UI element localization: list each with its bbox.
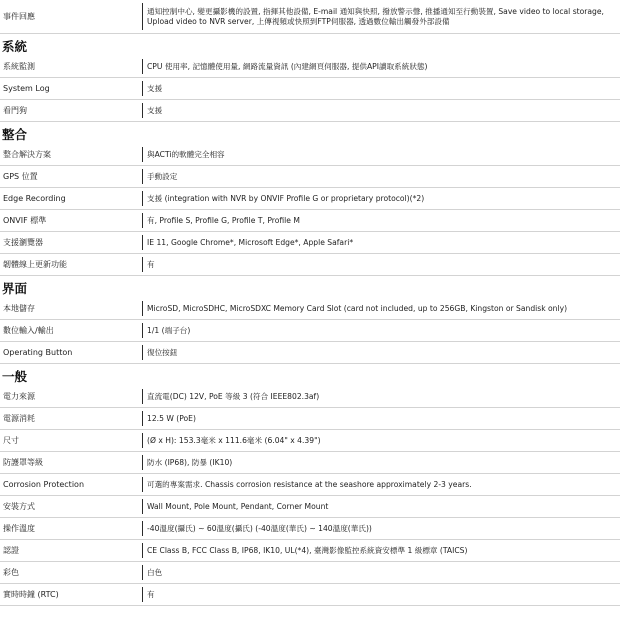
spec-label: 實時時鐘 (RTC) [3, 590, 59, 599]
spec-label: GPS 位置 [3, 172, 38, 181]
spec-value: 防水 (IP68), 防暴 (IK10) [147, 457, 233, 467]
spec-row [0, 386, 620, 408]
section-heading: 系統 [2, 39, 28, 54]
spec-value: 支援 [147, 105, 163, 115]
spec-value: (Ø x H): 153.3毫米 x 111.6毫米 (6.04" x 4.39") [147, 435, 321, 445]
spec-value: 復位按鈕 [147, 347, 178, 357]
spec-label: Edge Recording [3, 194, 66, 203]
spec-row [0, 0, 620, 34]
section-heading: 整合 [2, 127, 28, 142]
spec-row [0, 540, 620, 562]
section-heading: 一般 [2, 369, 28, 384]
spec-row [0, 474, 620, 496]
spec-label: 整合解決方案 [3, 150, 51, 159]
spec-row [0, 342, 620, 364]
spec-value: IE 11, Google Chrome*, Microsoft Edge*, Apple Safari* [147, 237, 354, 247]
spec-row [0, 78, 620, 100]
spec-row [0, 518, 620, 540]
spec-label: 認證 [3, 546, 19, 555]
spec-row [0, 166, 620, 188]
spec-value: 支援 (integration with NVR by ONVIF Profile G or proprietary protocol)(*2) [147, 193, 425, 203]
spec-row [0, 452, 620, 474]
spec-label: Operating Button [3, 348, 73, 357]
spec-label: ONVIF 標準 [3, 216, 47, 225]
spec-row [0, 210, 620, 232]
spec-row [0, 188, 620, 210]
spec-value: 有, Profile S, Profile G, Profile T, Profile M [147, 215, 300, 225]
spec-value: 直流電(DC) 12V, PoE 等級 3 (符合 IEEE802.3af) [147, 391, 320, 401]
spec-row [0, 496, 620, 518]
spec-row [0, 100, 620, 122]
spec-label: 彩色 [3, 568, 19, 577]
spec-row [0, 320, 620, 342]
spec-label: System Log [3, 84, 50, 93]
spec-row [0, 144, 620, 166]
spec-label: 系統監測 [3, 62, 35, 71]
spec-value: 1/1 (端子台) [147, 325, 191, 335]
spec-label: 防護罩等級 [3, 458, 43, 467]
spec-row [0, 232, 620, 254]
spec-label: 安裝方式 [3, 502, 35, 511]
spec-value: -40溫度(攝氏) ~ 60溫度(攝氏) (-40溫度(華氏) ~ 140溫度(華氏)) [147, 523, 372, 533]
spec-label: 韌體線上更新功能 [3, 260, 67, 269]
spec-value: 白色 [147, 567, 163, 577]
spec-value: 支援 [147, 83, 163, 93]
spec-label: 看門狗 [3, 106, 27, 115]
spec-value: 有 [147, 259, 155, 269]
spec-row [0, 298, 620, 320]
spec-row [0, 254, 620, 276]
spec-label: 事件回應 [3, 12, 35, 21]
spec-label: 電力來源 [3, 392, 35, 401]
spec-row [0, 430, 620, 452]
spec-label: 數位輸入/輸出 [3, 326, 54, 335]
spec-value: 12.5 W (PoE) [147, 413, 196, 423]
spec-value: 與ACTi的軟體完全相容 [147, 149, 225, 159]
section-heading: 界面 [2, 281, 28, 296]
spec-label: 支援瀏覽器 [3, 238, 43, 247]
spec-value: 有 [147, 589, 155, 599]
spec-value: Wall Mount, Pole Mount, Pendant, Corner Mount [147, 501, 329, 511]
spec-label: 電源消耗 [3, 414, 35, 423]
spec-value: CE Class B, FCC Class B, IP68, IK10, UL(*4), 臺灣影像監控系統資安標準 1 級標章 (TAICS) [147, 545, 468, 555]
spec-value: CPU 使用率, 記憶體使用量, 網路流量資訊 (內建網頁伺服器, 提供API讀取系統狀態) [147, 61, 428, 71]
spec-label: Corrosion Protection [3, 480, 85, 489]
spec-label: 尺寸 [3, 436, 19, 445]
spec-row [0, 56, 620, 78]
spec-label: 操作溫度 [3, 524, 35, 533]
spec-value: 通知控制中心, 變更攝影機的設置, 指揮其他設備, E-mail 通知與快照, 撥放警示聲, 推播通知至行動裝置, Save video to local storage, Upload video to NVR server, 上傳視頻或快照到FTP伺服器, 透過數位輸出觸發外部設備 [147, 6, 604, 26]
spec-row [0, 562, 620, 584]
spec-label: 本地儲存 [3, 304, 35, 313]
spec-value: MicroSD, MicroSDHC, MicroSDXC Memory Card Slot (card not included, up to 256GB, Kingston or Sandisk only) [147, 303, 568, 313]
spec-value: 手動設定 [147, 171, 178, 181]
spec-row [0, 584, 620, 606]
spec-value: 可選的專案需求. Chassis corrosion resistance at the seashore approximately 2-3 years. [147, 479, 472, 489]
spec-row [0, 408, 620, 430]
